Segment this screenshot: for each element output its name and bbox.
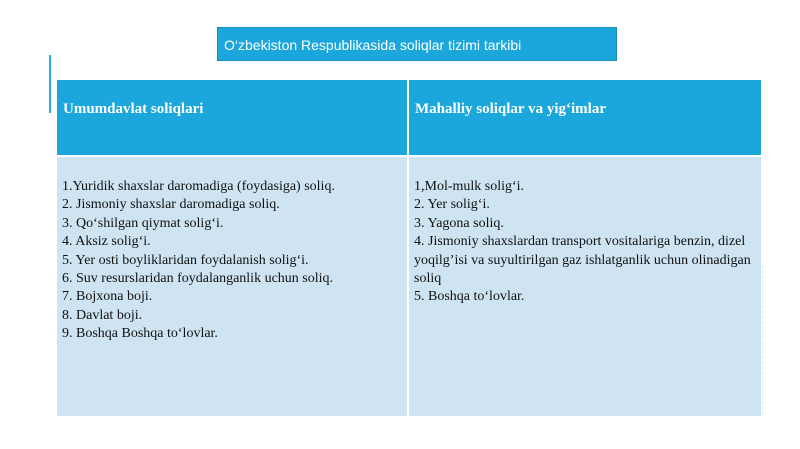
list-item: 3. Yagona soliq.	[414, 215, 504, 231]
table-body-row	[57, 156, 761, 416]
list-item: 2. Yer solig‘i.	[414, 197, 490, 213]
list-item: 5. Boshqa to‘lovlar.	[414, 289, 525, 305]
column-header-national-taxes: Umumdavlat soliqlari	[57, 80, 408, 156]
list-item: 1.Yuridik shaxslar daromadiga (foydasiga) soliq.	[62, 179, 335, 194]
list-item: 3. Qo‘shilgan qiymat solig‘i.	[62, 215, 224, 231]
list-item: 9. Boshqa Boshqa to‘lovlar.	[62, 326, 218, 342]
list-item: 4. Jismoniy shaxslardan transport vositalariga benzin, dizel yoqilg’isi va suyultirilgan gaz ishlatganlik uchun olinadigan soliq	[414, 234, 755, 287]
column-header-local-taxes: Mahalliy soliqlar va yig‘imlar	[408, 80, 761, 156]
list-item: 2. Jismoniy shaxslar daromadiga soliq.	[62, 197, 280, 213]
list-item: 5. Yer osti boyliklaridan foydalanish solig‘i.	[62, 252, 309, 268]
list-item: 1,Mol-mulk solig‘i.	[414, 179, 525, 194]
accent-line-right	[762, 265, 763, 415]
list-item: 7. Bojxona boji.	[62, 289, 153, 305]
tax-system-table	[57, 80, 761, 416]
accent-line-left	[49, 55, 51, 113]
list-item: 8. Davlat boji.	[62, 307, 143, 323]
list-item: 4. Aksiz solig‘i.	[62, 234, 151, 250]
list-item: 6. Suv resurslaridan foydalanganlik uchun soliq.	[62, 271, 334, 287]
national-taxes-cell	[57, 156, 408, 416]
table-header-row	[57, 80, 761, 156]
slide-title: O‘zbekiston Respublikasida soliqlar tizimi tarkibi	[217, 27, 617, 61]
local-taxes-cell	[408, 156, 761, 416]
